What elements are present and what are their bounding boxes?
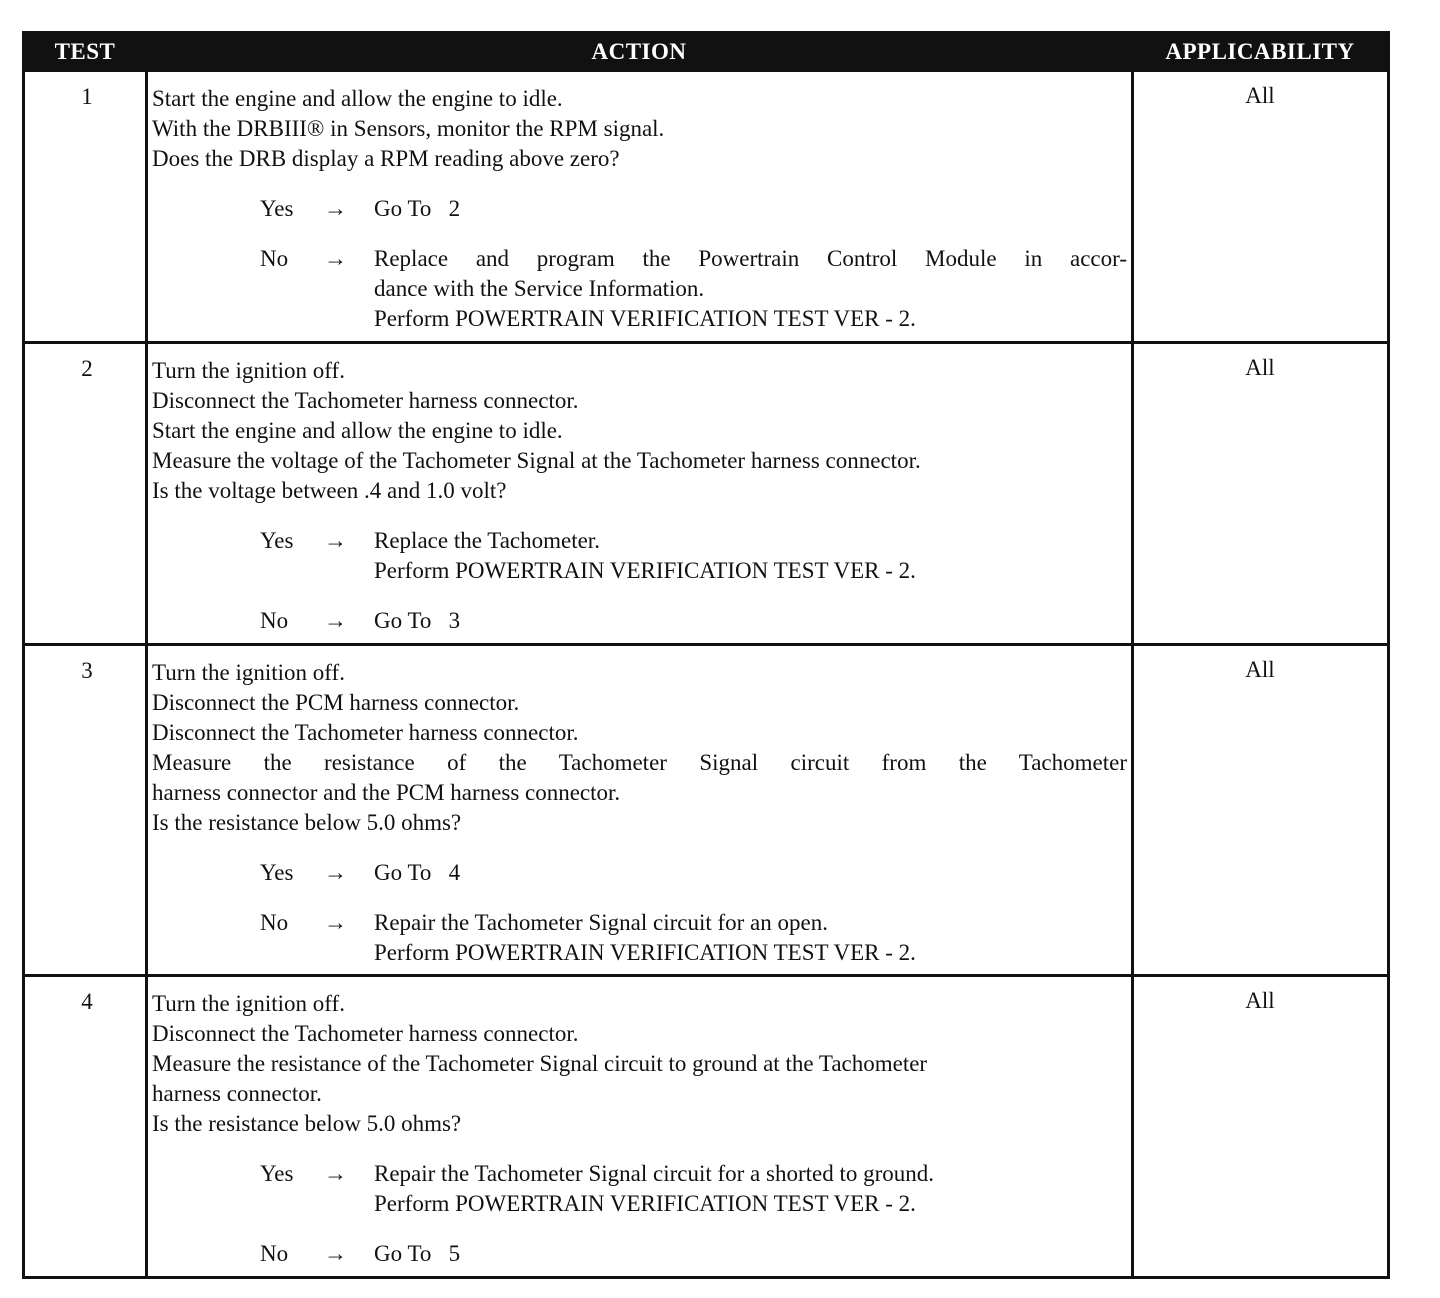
no-text: Replace and program the Powertrain Control Module in accor- <box>374 246 1127 271</box>
test-number: 1 <box>81 84 93 109</box>
action-step: Is the resistance below 5.0 ohms? <box>152 810 462 835</box>
action-step: Start the engine and allow the engine to idle. <box>152 418 563 443</box>
header-applicability: APPLICABILITY <box>1165 39 1355 64</box>
test-number: 3 <box>81 658 93 683</box>
yes-branch <box>152 526 1127 586</box>
no-branch <box>152 908 1127 968</box>
yes-branch <box>152 1159 1127 1219</box>
no-text: Go To 5 <box>374 1241 461 1266</box>
action-step: Measure the resistance of the Tachometer Signal circuit from the Tachometer <box>152 750 1127 775</box>
action-step: Disconnect the Tachometer harness connector. <box>152 1021 579 1046</box>
applicability-value: All <box>1245 657 1275 682</box>
action-step: harness connector and the PCM harness connector. <box>152 780 621 805</box>
action-step: Disconnect the PCM harness connector. <box>152 690 520 715</box>
diagnostic-test-table <box>22 31 1390 1279</box>
yes-branch <box>152 858 1127 888</box>
arrow-icon: → <box>324 860 347 885</box>
yes-text: Perform POWERTRAIN VERIFICATION TEST VER - 2. <box>374 558 916 583</box>
action-cell <box>152 658 1127 968</box>
no-text: Perform POWERTRAIN VERIFICATION TEST VER - 2. <box>374 940 916 965</box>
action-step: With the DRBIII® in Sensors, monitor the RPM signal. <box>152 116 665 141</box>
yes-text: Perform POWERTRAIN VERIFICATION TEST VER - 2. <box>374 1191 916 1216</box>
table-row <box>25 977 1387 1276</box>
action-step: Measure the voltage of the Tachometer Signal at the Tachometer harness connector. <box>152 448 921 473</box>
action-step: Turn the ignition off. <box>152 991 345 1016</box>
test-number: 2 <box>81 356 93 381</box>
action-cell <box>152 989 1127 1269</box>
applicability-value: All <box>1245 988 1275 1013</box>
action-step: Turn the ignition off. <box>152 660 345 685</box>
test-number: 4 <box>81 989 93 1014</box>
action-cell <box>152 84 1127 334</box>
no-label: No <box>260 1241 289 1266</box>
applicability-value: All <box>1245 83 1275 108</box>
action-step: Measure the resistance of the Tachometer Signal circuit to ground at the Tachometer <box>152 1051 928 1076</box>
no-branch <box>152 244 1127 334</box>
no-text: dance with the Service Information. <box>374 276 705 301</box>
arrow-icon: → <box>324 1241 347 1266</box>
no-text: Perform POWERTRAIN VERIFICATION TEST VER - 2. <box>374 306 916 331</box>
action-step: Is the resistance below 5.0 ohms? <box>152 1111 462 1136</box>
no-label: No <box>260 608 289 633</box>
no-label: No <box>260 246 289 271</box>
yes-label: Yes <box>260 196 294 221</box>
arrow-icon: → <box>324 910 347 935</box>
yes-text: Repair the Tachometer Signal circuit for a shorted to ground. <box>374 1161 935 1186</box>
action-step: Disconnect the Tachometer harness connector. <box>152 720 579 745</box>
action-step: Start the engine and allow the engine to idle. <box>152 86 563 111</box>
applicability-value: All <box>1245 355 1275 380</box>
header-action: ACTION <box>591 39 687 64</box>
header-test: TEST <box>54 39 116 64</box>
action-step: Does the DRB display a RPM reading above zero? <box>152 146 620 171</box>
yes-text: Go To 4 <box>374 860 461 885</box>
no-text: Repair the Tachometer Signal circuit for an open. <box>374 910 828 935</box>
arrow-icon: → <box>324 608 347 633</box>
action-step: Turn the ignition off. <box>152 358 345 383</box>
arrow-icon: → <box>324 528 347 553</box>
yes-label: Yes <box>260 860 294 885</box>
action-step: Disconnect the Tachometer harness connector. <box>152 388 579 413</box>
arrow-icon: → <box>324 246 347 271</box>
action-step: Is the voltage between .4 and 1.0 volt? <box>152 478 507 503</box>
table-row <box>25 344 1387 643</box>
yes-text: Go To 2 <box>374 196 461 221</box>
yes-branch <box>152 194 1127 224</box>
arrow-icon: → <box>324 196 347 221</box>
action-step: harness connector. <box>152 1081 322 1106</box>
table-row <box>25 646 1387 974</box>
yes-text: Replace the Tachometer. <box>374 528 600 553</box>
no-branch <box>152 1239 1127 1269</box>
no-text: Go To 3 <box>374 608 461 633</box>
arrow-icon: → <box>324 1161 347 1186</box>
no-branch <box>152 606 1127 636</box>
yes-label: Yes <box>260 528 294 553</box>
yes-label: Yes <box>260 1161 294 1186</box>
no-label: No <box>260 910 289 935</box>
table-row <box>25 72 1387 341</box>
table-header <box>25 34 1387 72</box>
action-cell <box>152 356 1127 636</box>
